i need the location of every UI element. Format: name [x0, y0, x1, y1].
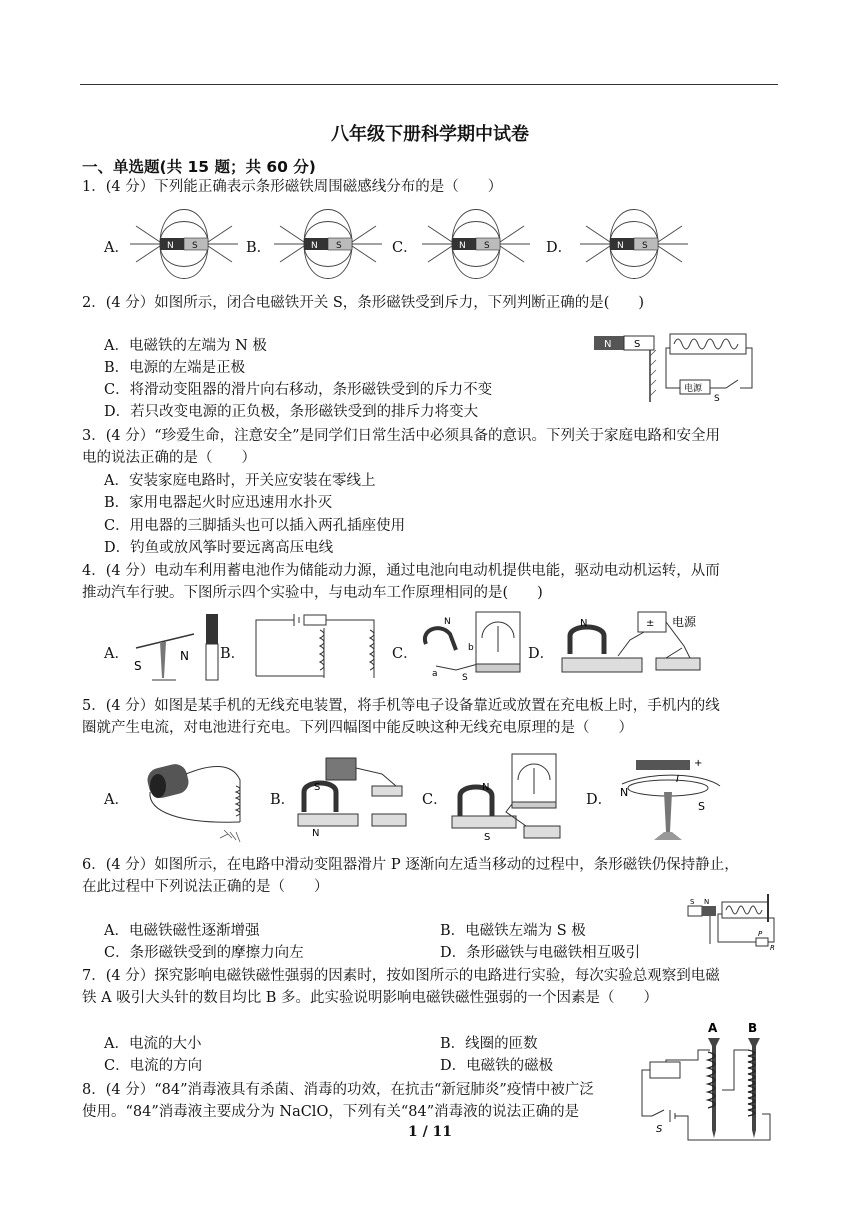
svg-text:S: S: [484, 241, 490, 251]
svg-text:b: b: [468, 643, 474, 653]
q2-circuit-figure: [590, 326, 762, 404]
q4-figure-a-compass: [128, 608, 222, 684]
svg-text:A: A: [708, 1021, 718, 1035]
q8-stem-line1: 8．(4 分）“84”消毒液具有杀菌、消毒的功效，在抗击“新冠肺炎”疫情中被广泛: [82, 1082, 594, 1098]
q2-option-d: D．若只改变电源的正负极，条形磁铁受到的排斥力将变大: [104, 404, 479, 420]
svg-text:N: N: [167, 241, 174, 251]
svg-text:S: S: [642, 241, 648, 251]
q4-label-d: D．: [528, 646, 555, 662]
q5-figure-a-coil: [140, 752, 258, 844]
q7-option-d: D．电磁铁的磁极: [440, 1058, 554, 1074]
q7-stem-line1: 7．(4 分）探究影响电磁铁磁性强弱的因素时，按如图所示的电路进行实验，每次实验总观察到电磁: [82, 968, 720, 984]
svg-text:N: N: [444, 617, 451, 627]
q1-label-d: D．: [546, 240, 573, 256]
svg-text:S: S: [134, 659, 142, 673]
svg-text:N: N: [312, 828, 320, 839]
q2-option-b: B．电源的左端是正极: [104, 360, 246, 376]
q6-circuit-figure: [684, 892, 780, 950]
q6-stem-line1: 6．(4 分）如图所示，在电路中滑动变阻器滑片 P 逐渐向左适当移动的过程中，条形磁铁仍保持静止，: [82, 857, 739, 873]
q5-figure-c-generator: [446, 750, 570, 846]
q4-label-a: A．: [104, 646, 129, 662]
svg-text:N: N: [180, 649, 189, 663]
q7-stem-line2: 铁 A 吸引大头针的数目均比 B 多。此实验说明影响电磁铁磁性强弱的一个因素是（ ）: [82, 990, 659, 1006]
page-title: 八年级下册科学期中试卷: [331, 124, 529, 145]
q7-option-b: B．线圈的匝数: [440, 1036, 538, 1052]
q4-figure-c-galvanometer: [416, 604, 528, 686]
q1-field-figure-b: [272, 206, 384, 282]
svg-text:电源: 电源: [672, 615, 697, 629]
q6-option-b: B．电磁铁左端为 S 极: [440, 923, 586, 939]
svg-text:N: N: [459, 241, 466, 251]
q7-option-c: C．电流的方向: [104, 1058, 203, 1074]
q5-stem-line1: 5．(4 分）如图是某手机的无线充电装置，将手机等电子设备靠近或放置在充电板上时，手机内的线: [82, 698, 720, 714]
q1-label-a: A．: [104, 240, 129, 256]
svg-text:S: S: [192, 241, 198, 251]
svg-text:I: I: [676, 774, 679, 785]
svg-text:a: a: [432, 669, 438, 679]
svg-text:S: S: [484, 832, 491, 843]
q5-figure-d-oersted: [614, 752, 732, 844]
svg-text:N: N: [620, 786, 629, 799]
section-heading: 一、单选题(共 15 题；共 60 分): [82, 158, 316, 176]
q6-option-c: C．条形磁铁受到的摩擦力向左: [104, 945, 304, 961]
svg-text:N: N: [617, 241, 624, 251]
q2-stem: 2．(4 分）如图所示，闭合电磁铁开关 S，条形磁铁受到斥力，下列判断正确的是( ): [82, 295, 645, 311]
q3-option-b: B．家用电器起火时应迅速用水扑灭: [104, 495, 333, 511]
q1-field-figure-a: [128, 206, 240, 282]
q1-label-c: C．: [392, 240, 418, 256]
svg-text:+: +: [694, 758, 703, 769]
svg-text:±: ±: [646, 618, 655, 629]
svg-text:N: N: [580, 618, 588, 629]
q5-stem-line2: 圈就产生电流，对电池进行充电。下列四幅图中能反映这种无线充电原理的是（ ）: [82, 720, 633, 736]
q7-option-a: A．电流的大小: [104, 1036, 202, 1052]
q6-option-a: A．电磁铁磁性逐渐增强: [104, 923, 260, 939]
q6-option-d: D．条形磁铁与电磁铁相互吸引: [440, 945, 641, 961]
svg-text:S: S: [714, 394, 720, 404]
svg-text:S: S: [634, 339, 641, 350]
svg-text:S: S: [336, 241, 342, 251]
q4-stem-line1: 4．(4 分）电动车利用蓄电池作为储能动力源，通过电池向电动机提供电能，驱动电动机运转，从而: [82, 563, 720, 579]
q1-field-figure-c: [420, 206, 532, 282]
svg-text:B: B: [748, 1021, 758, 1035]
q4-figure-d-motor: [556, 606, 706, 686]
q3-stem-line2: 电的说法正确的是（ ）: [82, 450, 256, 466]
q1-stem: 1．(4 分）下列能正确表示条形磁铁周围磁感线分布的是（ ）: [82, 179, 503, 195]
svg-text:N: N: [482, 782, 490, 793]
q5-label-a: A．: [104, 792, 129, 808]
q4-label-b: B．: [220, 646, 246, 662]
svg-text:N: N: [604, 339, 612, 350]
svg-text:S: S: [462, 673, 468, 683]
svg-text:P: P: [758, 930, 763, 938]
svg-text:S: S: [314, 782, 321, 793]
svg-text:S: S: [698, 800, 705, 813]
q5-figure-b-motor: [292, 752, 412, 842]
page-number: 1 / 11: [407, 1124, 453, 1140]
q1-field-figure-d: [578, 206, 690, 282]
svg-text:N: N: [311, 241, 318, 251]
q1-label-b: B．: [246, 240, 272, 256]
q5-label-b: B．: [270, 792, 296, 808]
svg-text:N: N: [704, 898, 710, 906]
svg-text:S: S: [656, 1124, 663, 1135]
q5-label-d: D．: [586, 792, 613, 808]
q4-label-c: C．: [392, 646, 418, 662]
q4-figure-b-electromagnets: [244, 606, 384, 686]
q3-option-c: C．用电器的三脚插头也可以插入两孔插座使用: [104, 518, 406, 534]
svg-text:R: R: [770, 944, 775, 950]
q2-option-a: A．电磁铁的左端为 N 极: [104, 338, 267, 354]
q5-label-c: C．: [422, 792, 448, 808]
q8-stem-line2: 使用。“84”消毒液主要成分为 NaClO，下列有关“84”消毒液的说法正确的是: [82, 1104, 580, 1120]
header-rule: [80, 84, 778, 85]
q3-option-a: A．安装家庭电路时，开关应安装在零线上: [104, 473, 376, 489]
q2-option-c: C．将滑动变阻器的滑片向右移动，条形磁铁受到的斥力不变: [104, 382, 493, 398]
svg-text:S: S: [690, 898, 695, 906]
q3-stem-line1: 3．(4 分）“珍爱生命，注意安全”是同学们日常生活中必须具备的意识。下列关于家庭电路和安全用: [82, 428, 721, 444]
q4-stem-line2: 推动汽车行驶。下图所示四个实验中，与电动车工作原理相同的是( ): [82, 585, 543, 601]
svg-text:电源: 电源: [684, 384, 703, 394]
q3-option-d: D．钓鱼或放风筝时要远离高压电线: [104, 540, 334, 556]
q6-stem-line2: 在此过程中下列说法正确的是（ ）: [82, 879, 329, 895]
